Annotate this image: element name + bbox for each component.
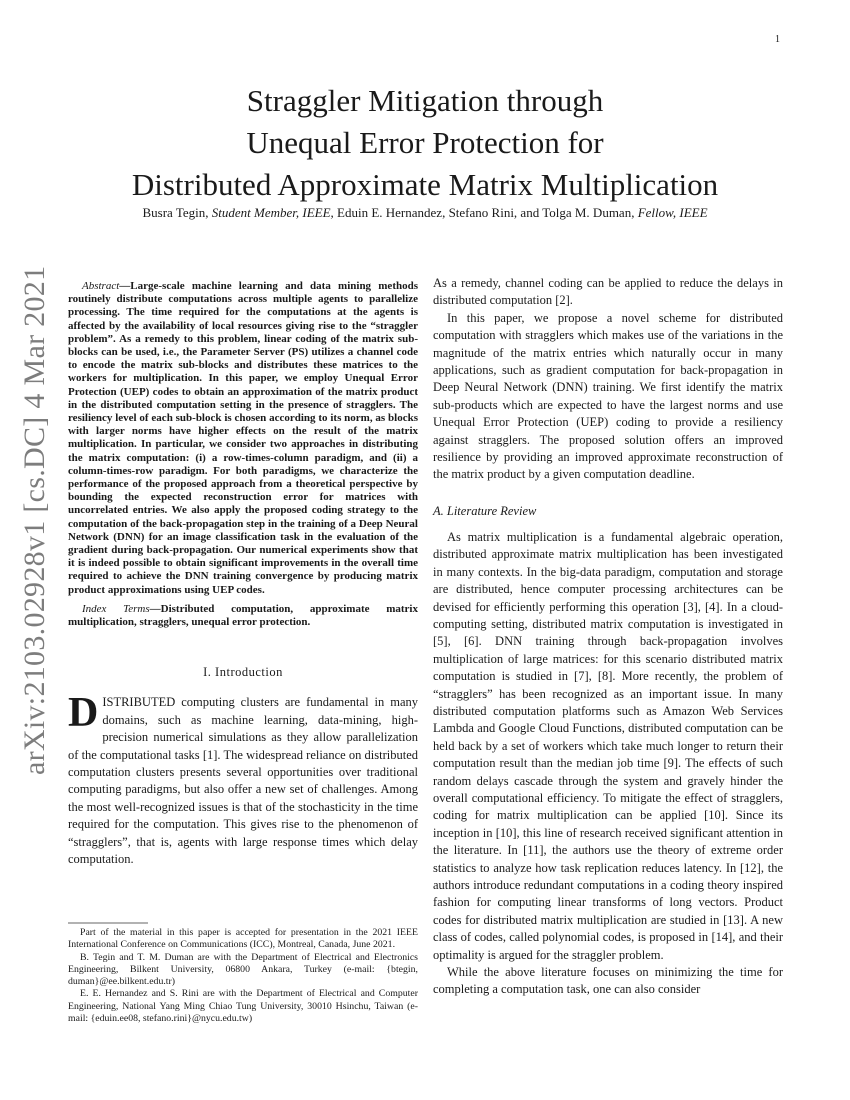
footnotes	[68, 927, 418, 1025]
abstract	[68, 280, 418, 597]
footnote-affiliation-1: B. Tegin and T. M. Duman are with the Department of Electrical and Electronics Engineering, Bilkent University, 06800 Ankara, Turkey (e-mail: {btegin, duman}@ee.bilkent.edu.tr)	[68, 951, 418, 988]
right-column	[433, 275, 783, 999]
abstract-label: Abstract	[82, 280, 120, 292]
paragraph-literature: As matrix multiplication is a fundamental algebraic operation, distributed approximate matrix multiplication has been investigated in many contexts. In the big-data paradigm, computation and storage are distributed, hence computer processing architectures can be devised for efficiently performing this operation [3], [4]. In a cloud-computing setting, distributed matrix computation is investigated in [5], [6]. DNN training through back-propagation involves multiplication of large matrices: for this scenario distributed matrix computation is studied in [7], [8]. More recently, the problem of “stragglers” has been recognized as an important issue. In many distributed computation platforms such as Amazon Web Services Lambda and Google Cloud Functions, distributed computation can be held back by a set of workers which take much longer to return their computation result than the median job time [9]. The effects of such random delays cascade through the system and gravely hinder the overall computational efficiency. To mitigate the effect of stragglers, coding for matrix multiplication can be applied [10]. Since its inception in [10], this line of research received significant attention in the literature. In [11], the authors use the theory of extreme order statistics to analyze how task replication reduces latency. In [12], the authors introduce redundant computations in a coding theory inspired fashion for computing linear transforms of long vectors. Product codes for distributed matrix multiplication are studied in [13]. A new class of codes, called polynomial codes, is proposed in [14], and their optimality is argued for the straggler problem.	[433, 529, 783, 962]
index-terms-text: —Distributed computation, approximate matrix multiplication, stragglers, unequal error protection.	[68, 602, 418, 629]
page-number: 1	[775, 34, 780, 45]
subsection-heading-literature-review: A. Literature Review	[433, 503, 537, 518]
footnote-conference: Part of the material in this paper is accepted for presentation in the 2021 IEEE International Conference on Communications (ICC), Montreal, Canada, June 2021.	[68, 927, 418, 951]
author-1-role: Student Member, IEEE,	[211, 205, 334, 220]
arxiv-stamp: arXiv:2103.02928v1 [cs.DC] 4 Mar 2021	[18, 265, 51, 775]
intro-paragraph	[68, 690, 418, 868]
index-terms	[68, 603, 418, 629]
abstract-text: —Large-scale machine learning and data mining methods routinely distribute computations across multiple agents to parallelize processing. The time required for the computations at the agents is affected by the availability of local resources giving rise to the “straggler problem”. As a remedy to this problem, linear coding of the matrix sub-blocks can be used, i.e., the Parameter Server (PS) utilizes a channel code to encode the matrix sub-blocks and distributes these matrices to the workers for multiplication. In this paper, we employ Unequal Error Protection (UEP) codes to obtain an approximation of the matrix product in the distributed computation setting in the presence of stragglers. The resiliency level of each sub-block is chosen according to its norm, as blocks with larger norms have higher effects on the result of the matrix multiplication. In particular, we consider two approaches in distributing the matrix computation: (i) a row-times-column paradigm, and (ii) a column-times-row paradigm. For both paradigms, we characterize the performance of the proposed approach from a theoretical perspective by bounding the expected reconstruction error for matrices with uncorrelated entries. We also apply the proposed coding strategy to the computation of the back-propagation step in the training of a Deep Neural Network (DNN) for an image classification task in the evaluation of the gradient during back-propagation. Our numerical experiments show that it is indeed possible to obtain significant improvements in the overall time required to achieve the DNN training convergence by producing matrix product approximations using UEP codes.	[68, 280, 418, 596]
paper-title	[60, 80, 790, 206]
drop-cap: D	[68, 690, 99, 737]
index-terms-label: Index Terms	[82, 602, 150, 615]
paragraph-continuation: While the above literature focuses on minimizing the time for completing a computation task, one can also consider	[433, 965, 783, 997]
left-column	[68, 280, 418, 868]
paragraph-proposal: In this paper, we propose a novel scheme for distributed computation with stragglers which makes use of the variations in the magnitude of the matrix entries which naturally occur in many applications, such as gradient computation for back-propagation in Deep Neural Network (DNN) training. We first identify the matrix sub-products which are expected to have the largest norms and use Unequal Error Protection (UEP) coding to provide a resiliency against stragglers. The proposed solution offers an improved resilience by providing an improved approximate reconstruction of the matrix product by a given computation deadline.	[433, 310, 783, 482]
intro-text: ISTRIBUTED computing clusters are fundamental in many domains, such as machine learning, data-mining, high-precision numerical simulations as they allow parallelization of the computational tasks [1]. The widespread reliance on distributed computation clusters presents several opportunities over traditional computing paradigms, but also offer a new set of challenges. Among the most well-recognized issues is that of the stochasticity in the time required for the computation. This gives rise to the phenomenon of “stragglers”, that is, agents with large response times which delay computation.	[68, 695, 418, 866]
author-1: Busra Tegin,	[142, 205, 212, 220]
title-line-3: Distributed Approximate Matrix Multiplication	[131, 167, 719, 202]
paragraph-remedy: As a remedy, channel coding can be applied to reduce the delays in distributed computation [2].	[433, 276, 783, 308]
last-author-role: Fellow, IEEE	[637, 205, 708, 220]
author-list	[60, 205, 790, 221]
title-line-2: Unequal Error Protection for	[246, 125, 604, 160]
section-heading-introduction: I. Introduction	[203, 665, 283, 680]
footnote-rule	[68, 922, 418, 924]
title-line-1: Straggler Mitigation through	[246, 83, 604, 118]
other-authors: Eduin E. Hernandez, Stefano Rini, and Tolga M. Duman,	[333, 205, 638, 220]
footnote-affiliation-2: E. E. Hernandez and S. Rini are with the Department of Electrical and Computer Engineering, National Yang Ming Chiao Tung University, 30010 Hsinchu, Taiwan (e-mail: {eduin.ee08, stefano.rini}@nycu.edu.tw)	[68, 988, 418, 1025]
